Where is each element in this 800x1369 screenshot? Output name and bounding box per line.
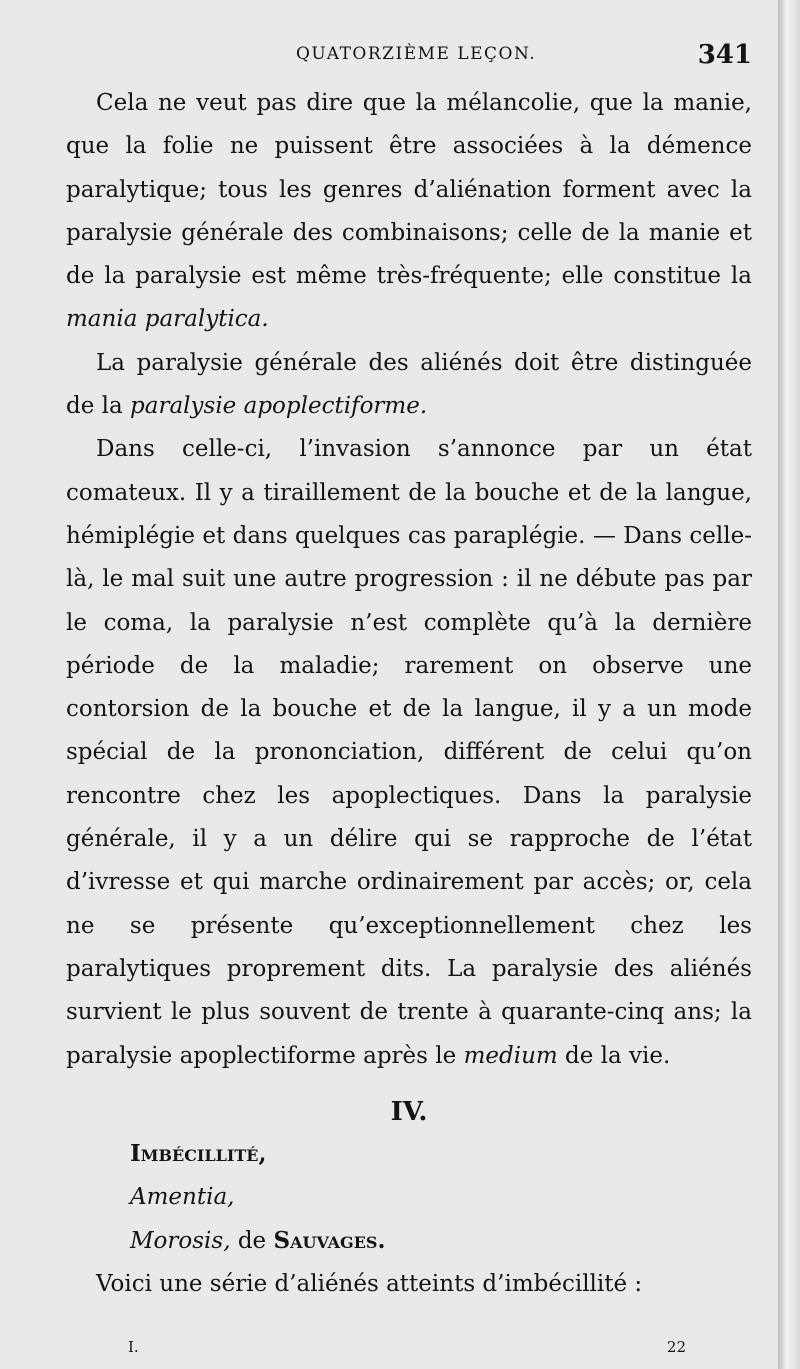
running-title: QUATORZIÈME LEÇON. <box>296 44 537 64</box>
paragraph-3-end: de la vie. <box>557 1042 671 1069</box>
paragraph-3 <box>66 428 752 1077</box>
body-text <box>66 82 752 1306</box>
paragraph-1 <box>66 82 752 342</box>
section-heading-text: Imbécillité, <box>130 1139 267 1167</box>
page-edge <box>778 0 800 1369</box>
paragraph-1-italic: mania paralytica. <box>66 306 269 333</box>
synonym-2-author: Sauvages. <box>273 1226 386 1254</box>
signature-left: I. <box>128 1338 139 1356</box>
synonym-1: Amentia, <box>130 1183 235 1210</box>
signature-right: 22 <box>666 1338 686 1356</box>
synonym-2-de: de <box>230 1227 274 1254</box>
synonym-line-2 <box>66 1219 752 1263</box>
synonym-2: Morosis, <box>130 1227 231 1254</box>
paragraph-1-text: Cela ne veut pas dire que la mélancolie, que la manie, que la folie ne puissent être associées à la démence paralytique; tous les genres d’aliénation forment avec la paralysie générale des combinaisons; celle de la manie et de la paralysie est même très-fréquente; elle constitue la <box>66 90 752 290</box>
paragraph-4 <box>66 1263 752 1306</box>
paragraph-2-text: La paralysie générale des aliénés doit être distinguée de la <box>66 349 752 420</box>
running-head <box>66 40 752 80</box>
paragraph-3-text: Dans celle-ci, l’invasion s’annonce par un état comateux. Il y a tiraillement de la bouche et de la langue, hémiplégie et dans quelques cas paraplégie. — Dans celle-là, le mal suit une autre progression : il ne débute pas par le coma, la paralysie n’est complète qu’à la dernière période de la maladie; rarement on observe une contorsion de la bouche et de la langue, il y a un mode spécial de la prononciation, différent de celui qu’on rencontre chez les apoplectiques. Dans la paralysie générale, il y a un délire qui se rapproche de l’état d’ivresse et qui marche ordinairement par accès; or, cela ne se présente qu’exceptionnellement chez les paralytiques proprement dits. La paralysie des aliénés survient le plus souvent de trente à quarante-cinq ans; la paralysie apoplectiforme après le <box>66 436 752 1069</box>
page-number: 341 <box>697 40 752 70</box>
section-number: IV. <box>390 1096 428 1127</box>
paragraph-2-italic: paralysie apoplectiforme. <box>130 393 428 420</box>
synonym-line-1 <box>66 1176 752 1219</box>
paragraph-3-italic: medium <box>463 1042 558 1069</box>
paragraph-2 <box>66 342 752 429</box>
section-heading <box>66 1132 752 1176</box>
paragraph-4-text: Voici une série d’aliénés atteints d’imbécillité : <box>96 1270 643 1297</box>
